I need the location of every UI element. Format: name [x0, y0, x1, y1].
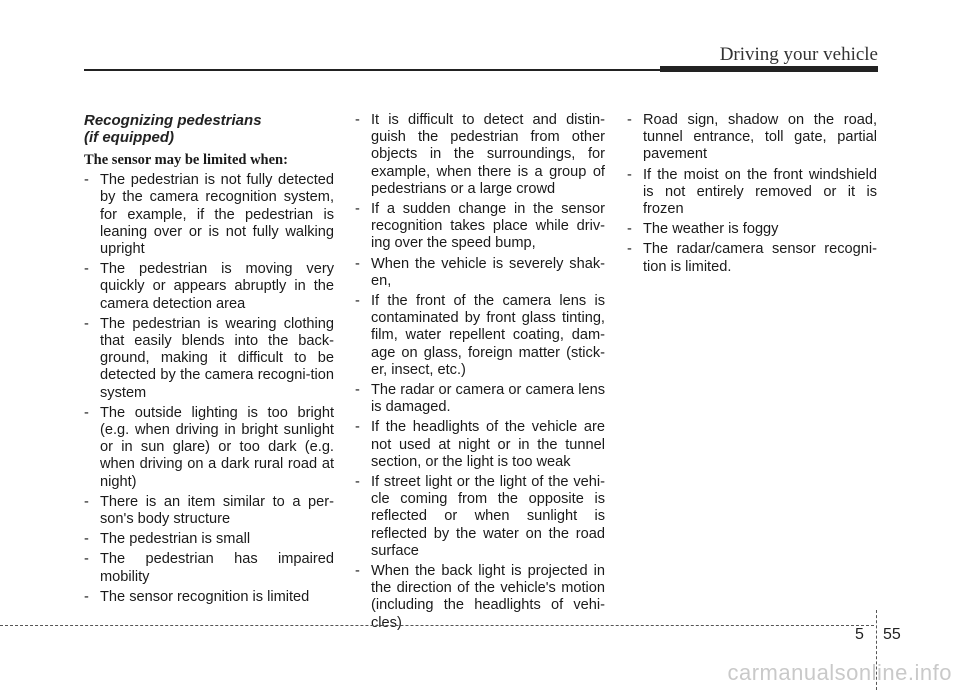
subheading-line-2: (if equipped) — [84, 129, 174, 146]
column-3 — [627, 112, 877, 279]
chapter-number: 5 — [855, 626, 864, 643]
list-item — [355, 112, 605, 198]
list-item-text: If a sudden change in the sensor recognition takes place while driv-ing over the speed bump, — [371, 201, 605, 252]
list-item-text: The radar or camera or camera lens is damaged. — [371, 382, 605, 416]
list-item — [84, 551, 334, 585]
list-item-text: If the moist on the front windshield is not entirely removed or it is frozen — [643, 166, 877, 218]
list-item — [84, 494, 334, 528]
list-item — [84, 405, 334, 491]
list-item-text: When the vehicle is severely shak-en, — [371, 255, 605, 289]
list-dash: - — [84, 588, 89, 605]
list-item — [355, 563, 605, 632]
list-item-text: The radar/camera sensor recogni-tion is limited. — [643, 241, 877, 275]
list-dash: - — [84, 493, 89, 510]
list-item-text: If the front of the camera lens is contaminated by front glass tinting, film, water repellent coating, dam-age on glass, foreign matter (stick-er, insect, etc.) — [371, 293, 605, 378]
list-dash: - — [84, 172, 89, 189]
list-dash: - — [355, 255, 360, 272]
list-item — [627, 112, 877, 164]
column-1-list — [84, 172, 334, 606]
list-dash: - — [355, 563, 360, 580]
list-item-text: If street light or the light of the vehi-cle coming from the opposite is reflected or when sunlight is reflected by the water on the road surface — [371, 474, 605, 559]
list-item — [355, 201, 605, 253]
list-item-text: The pedestrian is not fully detected by the camera recognition system, for example, if the pedestrian is leaning over or is not fully walking upright — [100, 172, 334, 258]
column-3-list — [627, 112, 877, 276]
list-item-text: The pedestrian has impaired mobility — [100, 551, 334, 585]
column-2 — [355, 112, 605, 635]
list-item-text: If the headlights of the vehicle are not used at night or in the tunnel section, or the light is too weak — [371, 419, 605, 470]
list-dash: - — [84, 261, 89, 278]
list-item — [355, 256, 605, 290]
list-dash: - — [84, 531, 89, 548]
list-dash: - — [627, 112, 632, 128]
list-item — [355, 293, 605, 379]
list-item — [84, 589, 334, 606]
section-title: Driving your vehicle — [719, 44, 878, 65]
list-item — [627, 241, 877, 275]
list-dash: - — [84, 315, 89, 332]
list-dash: - — [84, 551, 89, 568]
list-item-text: The weather is foggy — [643, 221, 779, 238]
list-item — [84, 531, 334, 548]
list-item-text: The outside lighting is too bright (e.g. when driving in bright sunlight or in sun glare) or too dark (e.g. when driving on a dark rural road at night) — [100, 404, 334, 490]
page-number: 55 — [883, 626, 901, 643]
list-dash: - — [355, 112, 360, 128]
list-item-text: The sensor recognition is limited — [100, 588, 310, 605]
list-dash: - — [84, 404, 89, 421]
list-item — [84, 261, 334, 313]
header-rule-thin — [84, 69, 660, 71]
list-item — [355, 474, 605, 560]
list-item — [355, 382, 605, 416]
list-item-text: The pedestrian is wearing clothing that easily blends into the back-ground, making it difficult to be detected by the camera recogni-tion system — [100, 315, 334, 401]
list-dash: - — [627, 241, 632, 258]
column-1 — [84, 112, 334, 609]
list-item — [355, 419, 605, 471]
footer-dotted-rule — [0, 625, 874, 626]
list-item — [84, 316, 334, 402]
lead-text: The sensor may be limited when: — [84, 152, 288, 168]
list-item-text: It is difficult to detect and distin-guish the pedestrian from other objects in the surroundings, for example, when there is a group of pedestrians or a large crowd — [371, 112, 605, 197]
watermark: carmanualsonline.info — [727, 660, 952, 685]
list-item — [84, 172, 334, 258]
list-item-text: There is an item similar to a per-son's body structure — [100, 493, 334, 528]
list-item-text: The pedestrian is moving very quickly or appears abruptly in the camera detection area — [100, 261, 334, 312]
header-rule-thick — [660, 66, 878, 72]
subheading-line-1: Recognizing pedestrians — [84, 112, 262, 129]
list-item-text: Road sign, shadow on the road, tunnel entrance, toll gate, partial pavement — [643, 112, 877, 163]
list-dash: - — [627, 221, 632, 238]
list-dash: - — [355, 201, 360, 218]
list-dash: - — [627, 166, 632, 183]
subheading — [84, 112, 334, 146]
list-dash: - — [355, 419, 360, 436]
list-item-text: When the back light is projected in the direction of the vehicle's motion (including the headlights of vehi-cles) — [371, 563, 605, 631]
list-dash: - — [355, 293, 360, 310]
column-2-list — [355, 112, 605, 632]
list-item-text: The pedestrian is small — [100, 531, 251, 548]
list-dash: - — [355, 474, 360, 491]
list-item — [627, 167, 877, 219]
list-dash: - — [355, 382, 360, 399]
list-item — [627, 221, 877, 238]
